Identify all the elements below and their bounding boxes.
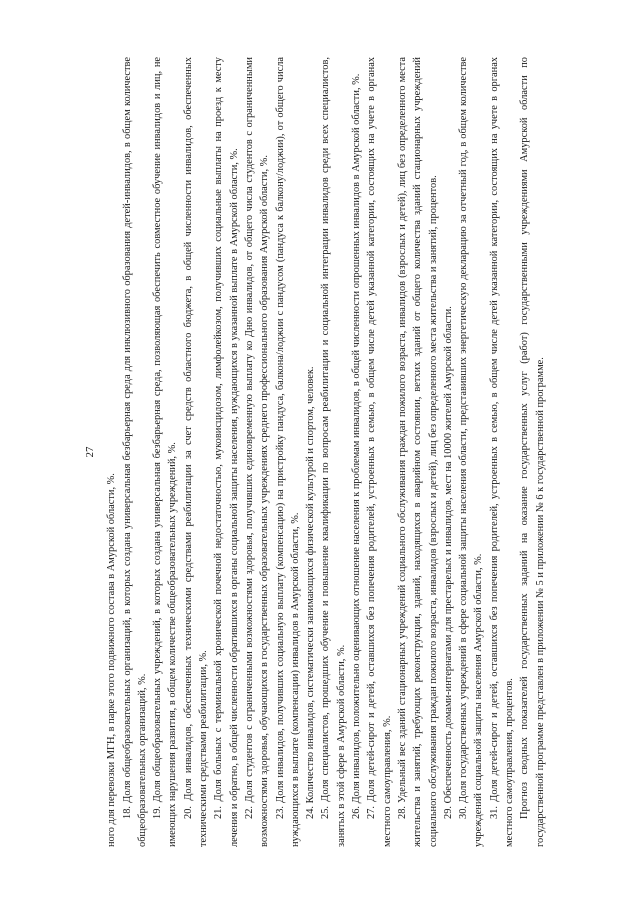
paragraph: 22. Доля студентов с ограниченными возможностями здоровья, получивших единовременную выплату ко Дню инвалидов, от общего числа студентов с ограниченными возможностями здоровья, обучающихся в государственных образовательных учреждениях среднего профессионального образования Амурской области, %. xyxy=(243,57,271,847)
paragraph: 26. Доля инвалидов, положительно оценивающих отношение населения к проблемам инвалидов, в общей численности опрошенных инвалидов в Амурской области, %. xyxy=(351,73,363,819)
paragraph: 25. Доля специалистов, прошедших обучение и повышение квалификации по вопросам реабилитации и социальной интеграции инвалидов среди всех специалистов, занятых в этой сфере в Амурской области, %. xyxy=(320,57,347,847)
page-number: 27 xyxy=(84,446,96,458)
paragraph: 19. Доля общеобразовательных учреждений, в которых создана универсальная безбарьерная среда, позволяющая обеспечить совместное обучение инвалидов и лиц, не имеющих нарушения развития, в общем количестве общеобразовательных учреждений, %. xyxy=(152,57,179,847)
paragraph: Прогноз сводных показателей государственных заданий на оказание государственных услуг (работ) государственными учреждениями Амурской области по государственной программе представлен в приложении № 5 и приложении № 6 к государственной программе. xyxy=(519,57,546,847)
paragraph: 20. Доля инвалидов, обеспеченных техническими средствами реабилитации за счет средств областного бюджета, в общей численности инвалидов, обеспеченных техническими средствами реабилитации, %. xyxy=(182,57,210,847)
paragraph: 18. Доля общеобразовательных организаций, в которых создана универсальная безбарьерная среда для инклюзивного образования детей-инвалидов, в общем количестве общеобразовательных организаций, %. xyxy=(121,57,148,847)
paragraph: 21. Доля больных с терминальной хронической почечной недостаточностью, муковисцидозом, лимфолейкозом, получивших социальные выплаты на проезд к месту лечения и обратно, в общей численности обратившихся в органы социальной защиты населения, нуждающихся в указанной выплате в Амурской области, %. xyxy=(213,57,240,847)
rotated-text-block xyxy=(77,57,563,847)
paragraph: 23. Доля инвалидов, получивших социальную выплату (компенсацию) на пристройку пандуса, балкона/лоджии с пандусом (пандуса к балкону/лоджии), от общего числа нуждающихся в выплате (компенсации) инвалидов в Амурской области, %. xyxy=(274,57,301,847)
paragraph-list xyxy=(104,57,548,847)
paragraph: 31. Доля детей-сирот и детей, оставшихся без попечения родителей, устроенных в семью, в общем числе детей указанной категории, состоящих на учете в органах местного самоуправления, процентов. xyxy=(488,57,516,847)
paragraph: 30. Доля государственных учреждений в сфере социальной защиты населения области, представивших энергетическую декларацию за отчетный год, в общем количестве учреждений социальной защиты населения Амурской области, %. xyxy=(458,57,485,847)
paragraph: 28. Удельный вес зданий стационарных учреждений социального обслуживания граждан пожилого возраста, инвалидов (взрослых и детей), лиц без определенного места жительства и занятий, требующих реконструкции, зданий, находящихся в аварийном состоянии, ветхих зданий от общего количества зданий стационарных учреждений социального обслуживания граждан пожилого возраста, инвалидов (взрослых и детей), лиц без определенного места жительства и занятий, процентов. xyxy=(396,57,439,847)
paragraph: 24. Количество инвалидов, систематически занимающихся физической культурой и спортом, человек. xyxy=(305,366,317,819)
paragraph: ного для перевозки МГН, в парке этого подвижного состава в Амурской области, %. xyxy=(106,473,118,847)
paragraph: 29. Обеспеченность домами-интернатами для престарелых и инвалидов, мест на 10000 жителей Амурской области. xyxy=(442,306,454,819)
paragraph: 27. Доля детей-сирот и детей, оставшихся без попечения родителей, устроенных в семью, в общем числе детей указанной категории, состоящих на учете в органах местного самоуправления, %. xyxy=(366,57,393,847)
